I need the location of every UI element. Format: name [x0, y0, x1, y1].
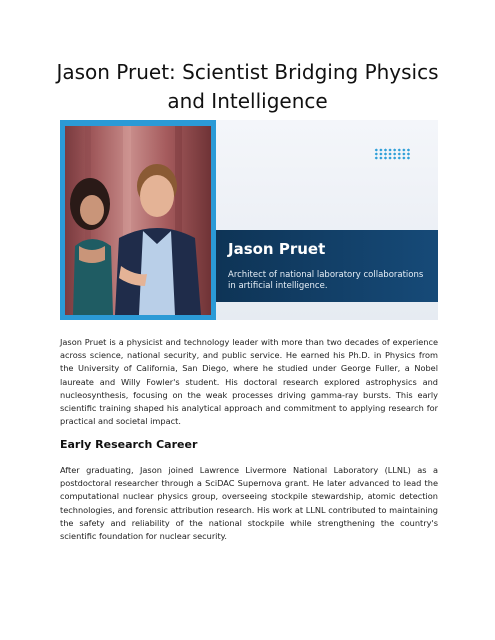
hero-subtitle: Architect of national laboratory collaborations in artificial intelligence. — [228, 270, 424, 291]
photo-frame — [60, 120, 216, 320]
name-banner — [216, 230, 438, 302]
early-research-paragraph: After graduating, Jason joined Lawrence Livermore National Laboratory (LLNL) as a postdoctoral researcher through a SciDAC Supernova grant. He later advanced to lead the computational nuclear physics group, overseeing stockpile stewardship, atomic detection technologies, and forensic attribution research. His work at LLNL contributed to maintaining the safety and reliability of the national stockpile while strengthening the country's scientific foundation for nuclear security. — [60, 465, 438, 542]
hero-name: Jason Pruet — [228, 240, 326, 258]
page-title: Jason Pruet: Scientist Bridging Physics and Intelligence — [56, 60, 439, 113]
portrait-illustration — [65, 126, 211, 315]
dot-grid-decoration — [374, 148, 410, 160]
portrait-photo — [65, 126, 211, 315]
section-heading-early-research: Early Research Career — [60, 438, 198, 451]
hero-banner — [60, 120, 438, 320]
intro-paragraph: Jason Pruet is a physicist and technology leader with more than two decades of experience across science, national security, and public service. He earned his Ph.D. in Physics from the University of California, San Diego, where he studied under George Fuller, a Nobel laureate and Willy Fowler's student. His doctoral research explored astrophysics and nucleosynthesis, focusing on the weak processes driving gamma-ray bursts. This early scientific training shaped his analytical approach and commitment to applying research for practical and societal impact. — [60, 337, 438, 427]
